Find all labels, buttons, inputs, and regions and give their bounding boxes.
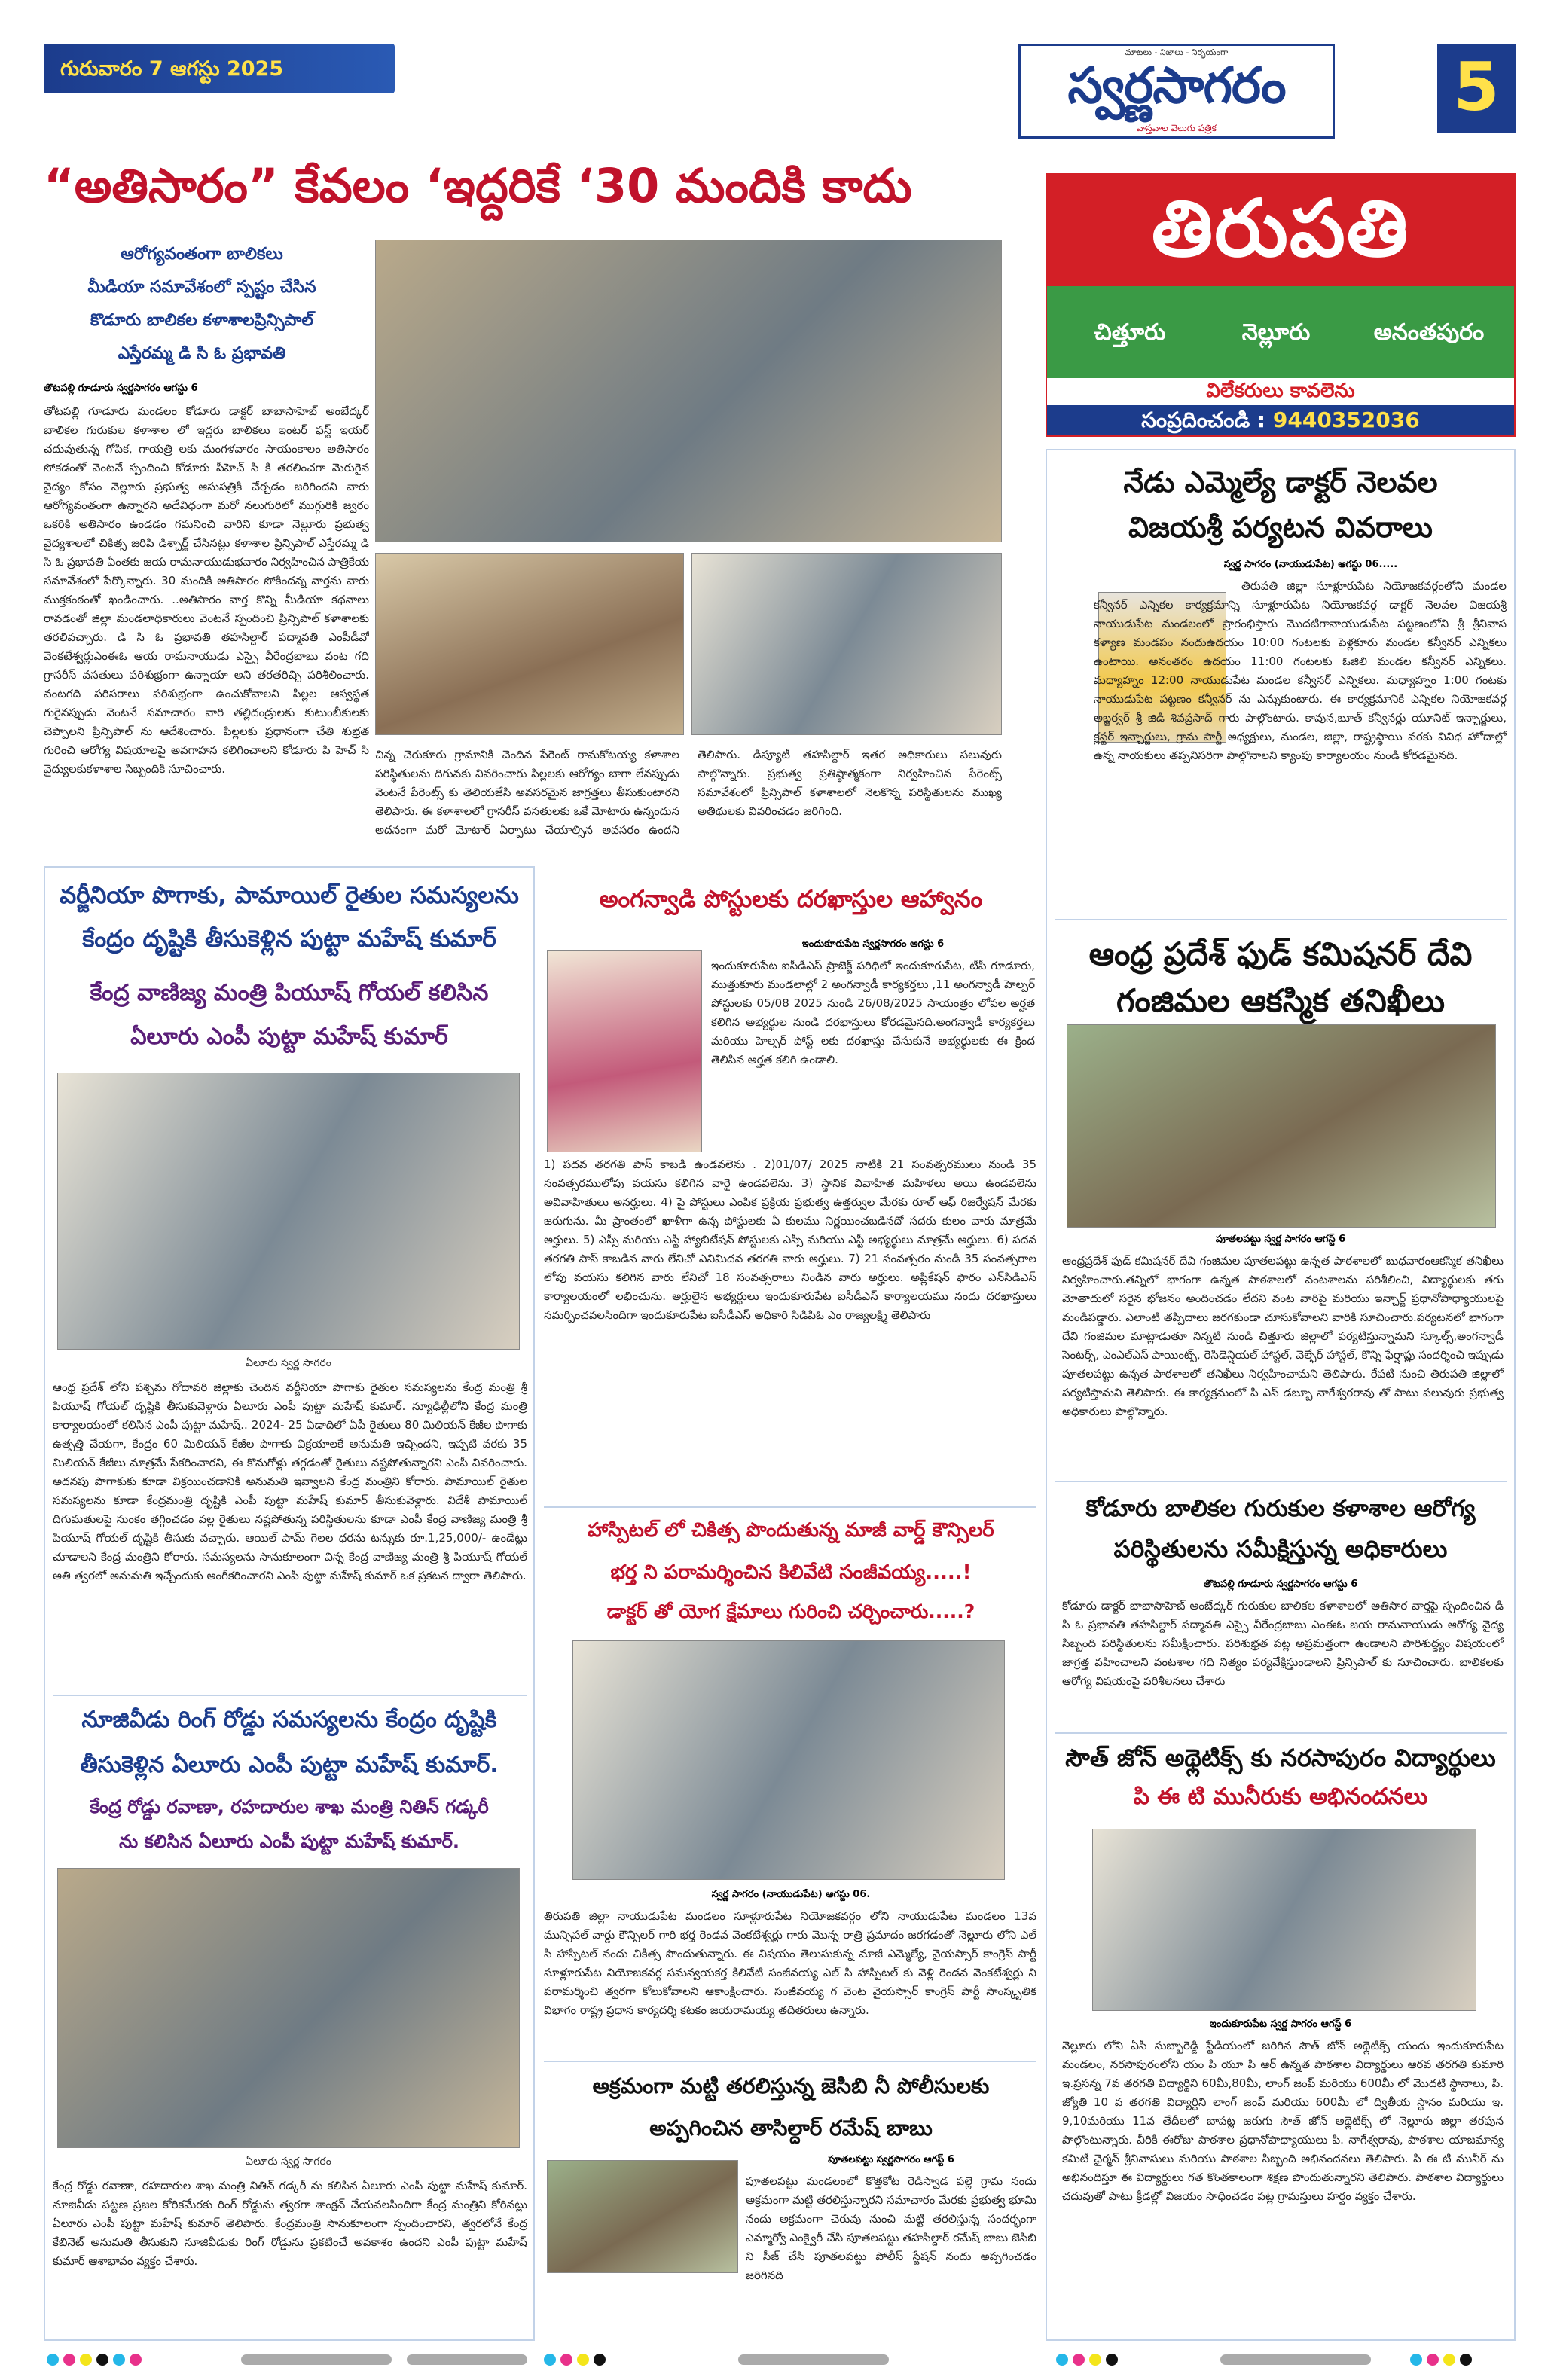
page-number-box — [1437, 44, 1516, 133]
lead-photo-group — [375, 240, 1002, 542]
hospital-headline-line: హాస్పిటల్ లో చికిత్స పొందుతున్న మాజీ వార్డ్ కౌన్సిలర్ — [588, 1519, 994, 1542]
athletics-body: నెల్లూరు లోని ఏసీ సుబ్బారెడ్డి స్టేడియంలో జరిగిన సౌత్ జోన్ అథ్లెటిక్స్ యందు ఇందుకూరుపేట మండలం, నరసాపురంలోని యం పి యూ పి ఆర్ ఉన్నత పాఠశాల విద్యార్థులు ఆరవ తరగతి కుమారి ఇ.ప్రసన్న 7వ తరగతి విద్యార్థిని 60మీ,80మీ, లాంగ్ జంప్ మరియు 600మీ లో మొదటి స్థానాలు, పి. జ్యోతి 10 వ తరగతి విద్యార్థిని లాంగ్ జంప్ మరియు 600మీ లో ద్వితీయ స్థానం మరియు ఇ. 9,10మరియు 11వ తేదీలలో బాపట్ల జరుగు సౌత్ జోన్ అథ్లెటిక్స్ లో నెల్లూరు జిల్లా తరఫున పాల్గొంటున్నారు. వీరికి ఈరోజు పాఠశాల ప్రధానోపాధ్యాయులు పి. నాగేశ్వరావు, పాఠశాల యాజమాన్య కమిటీ ఛైర్మన్ శ్రీనివాసులు మరియు పాఠశాల సిబ్బంది అభినందనలు తెలిపారు. పి ఈ టి మునీర్ ను అభినందిస్తూ ఈ విద్యార్థులు గత కొంతకాలంగా శిక్షణ పొందుతున్నారని తెలిపారు. పాఠశాల విద్యార్థులు చదువుతో పాటు క్రీడల్లో విజయం సాధించడం పట్ల గ్రామస్తులు హర్షం వ్యక్తం చేశారు. — [1062, 2039, 1504, 2203]
divider — [544, 2061, 1036, 2062]
masthead-subtitle: వాస్తవాల వెలుగు పత్రిక — [1137, 123, 1217, 133]
food-headline-line: గంజిమల ఆకస్మిక తనిఖీలు — [1116, 982, 1446, 1019]
virginia-caption: ఏలూరు స్వర్ణ సాగరం — [246, 1357, 331, 1369]
sand-dateline: పూతలపట్టు స్వర్ణసాగరం ఆగస్ట్ 6 — [828, 2154, 954, 2165]
athletics-subhead: పి ఈ టి మునీరుకు అభినందనలు — [1133, 1783, 1428, 1810]
nuzvid-headline-line: తీసుకెళ్లిన ఏలూరు ఎంపీ పుట్టా మహేష్ కుమార్. — [80, 1752, 499, 1778]
lead-deck — [44, 238, 360, 371]
mla-dateline: స్వర్ణ సాగరం (నాయుడుపేట) ఆగస్టు 06..... — [1223, 559, 1398, 570]
hospital-dateline: స్వర్ణ సాగరం (నాయుడుపేట) ఆగస్టు 06. — [711, 1889, 871, 1900]
mla-headline-line: నేడు ఎమ్మెల్యే డాక్టర్ నెలవల — [1123, 465, 1438, 499]
lead-deck-line: కొడూరు బాలికల కళాశాలప్రిన్సిపాల్ — [90, 311, 313, 330]
hospital-body: తిరుపతి జిల్లా నాయుడుపేట మండలం సూళ్లూరుపేట నియోజకవర్గం లోని నాయుడుపేట మండలం 13వ మున్సిపల్ వార్డు కౌన్సిలర్ గారి భర్త రెండవ వెంకటేశ్వర్లు గారు మొన్న రాత్రి ప్రమాదం జరగడంతో నెల్లూరు లోని ఎల్ సి హాస్పిటల్ నందు చికిత్స పొందుతున్నారు. ఈ విషయం తెలుసుకున్న మాజీ ఎమ్మెల్యే, వైయస్సార్ కాంగ్రెస్ పార్టీ సూళ్లూరుపేట నియోజకవర్గ సమన్వయకర్త కిలివేటి సంజీవయ్య ఎల్ సి హాస్పిటల్ కు వెళ్లి రెండవ వెంకటేశ్వర్లు ని పరామర్శించి త్వరగా కోలుకోవాలని ఆకాంక్షించారు. సంజీవయ్య గ వెంట వైయస్సార్ కాంగ్రెస్ పార్టీ సాంస్కృతిక విభాగం రాష్ట్ర ప్రధాన కార్యదర్శి కటకం జయరామయ్య తదితరులు ఉన్నారు. — [544, 1909, 1036, 2017]
nuzvid-headline — [48, 1698, 530, 1788]
ad-contact-label: సంప్రదించండి : — [1141, 407, 1273, 432]
food-dateline: పూతలపట్టు స్వర్ణ సాగరం ఆగస్ట్ 6 — [1215, 1234, 1346, 1245]
ad-district-1: చిత్తూరు — [1094, 319, 1166, 346]
ad-wanted: విలేకరులు కావలెను — [1206, 380, 1355, 402]
registration-bar — [0, 2348, 1557, 2371]
lead-photo-officials-right — [691, 553, 1002, 735]
virginia-headline-line: వర్జీనియా పొగాకు, పామాయిల్ రైతుల సమస్యలను — [60, 882, 519, 909]
sand-headline — [542, 2065, 1040, 2150]
nuzvid-subhead — [48, 1790, 530, 1859]
virginia-headline — [48, 874, 530, 961]
mla-headline — [1055, 459, 1507, 550]
virginia-subhead-line: కేంద్ర వాణిజ్య మంత్రి పియూష్ గోయల్ కలిసిన — [90, 980, 489, 1006]
divider — [1055, 919, 1507, 920]
hospital-photo — [572, 1640, 1005, 1880]
athletics-photo — [1092, 1829, 1476, 2011]
divider — [1055, 1481, 1507, 1482]
hospital-subhead: డాక్టర్ తో యోగ క్షేమాలు గురించి చర్చించారు.....? — [606, 1600, 975, 1622]
nuzvid-caption: ఏలూరు స్వర్ణ సాగరం — [246, 2156, 331, 2168]
hospital-headline — [542, 1509, 1040, 1594]
lead-deck-line: ఎస్తేరమ్మ డి సి ఓ ప్రభావతి — [118, 344, 286, 363]
ad-district-2: నెల్లూరు — [1241, 319, 1311, 346]
virginia-subhead — [48, 972, 530, 1059]
nuzvid-photo — [57, 1868, 520, 2148]
mla-headline-line: విజయశ్రీ పర్యటన వివరాలు — [1128, 511, 1433, 544]
sand-headline-line: అక్రమంగా మట్టి తరలిస్తున్న జెసిబి నీ పోలీసులకు — [592, 2073, 990, 2098]
lead-headline: “అతిసారం” కేవలం ‘ఇద్దరికే ‘30 మందికి కాదు — [44, 158, 912, 213]
ad-district-3: అనంతపురం — [1373, 319, 1485, 346]
masthead-title: స్వర్ణసాగరం — [1067, 56, 1286, 114]
kodur-headline — [1055, 1488, 1507, 1570]
virginia-subhead-line: ఏలూరు ఎంపీ పుట్టా మహేష్ కుమార్ — [130, 1024, 448, 1050]
sand-photo — [547, 2160, 738, 2273]
anganwadi-dateline: ఇందుకూరుపేట స్వర్ణసాగరం ఆగస్టు 6 — [801, 938, 945, 950]
sand-headline-line: అప్పగించిన తాసిల్దార్ రమేష్ బాబు — [649, 2116, 933, 2140]
lead-deck-line: ఆరోగ్యవంతంగా బాలికలు — [121, 245, 283, 264]
athletics-dateline: ఇందుకూరుపేట స్వర్ణ సాగరం ఆగస్ట్ 6 — [1209, 2018, 1352, 2030]
ad-contact-row — [1047, 405, 1514, 435]
virginia-headline-line: కేంద్రం దృష్టికి తీసుకెళ్లిన పుట్టా మహేష్ కుమార్ — [82, 926, 496, 953]
masthead-tagline: మాటలు - నిజాలు - నిర్భయంగా — [1125, 47, 1229, 57]
masthead — [1018, 44, 1335, 139]
ad-box — [1046, 173, 1516, 437]
kodur-headline-line: పరిస్థితులను సమీక్షిస్తున్న అధికారులు — [1113, 1536, 1448, 1563]
ad-phone: 9440352036 — [1272, 407, 1420, 432]
food-body: ఆంధ్రప్రదేశ్ ఫుడ్ కమిషనర్ దేవి గంజిమల పూతలపట్టు ఉన్నత పాఠశాలలో బుధవారంఆకస్మిక తనిఖీలు నిర్వహించారు.తన్నిలో భాగంగా ఉన్నత పాఠశాలలో వంటశాలను పరిశీలించి, విద్యార్థులకు తగు మోతాదులో సరైన భోజనం అందించడం లేదని వంట వారిపై మరియు ఇన్చార్జ్ ప్రధానోపాధ్యాయులపై మండిపడ్డారు. ఎలాంటి తప్పిదాలు జరగకుండా చూసుకోవాలని వారికి సూచించారు.పర్యటనలో భాగంగా దేవి గంజిమల మాట్లాడుతూ నిన్నటి నుండి చిత్తూరు జిల్లాలో పర్యటిస్తున్నామని స్కూల్స్,అంగన్వాడీ సెంటర్స్, ఎంఎల్ఎస్ పాయింట్స్, రెసిడెన్షియల్ హాస్టల్, వెల్ఫేర్ హాస్టల్, కొన్ని ఫేర్షాప్లు సందర్శించి ఇప్పుడు పూతలపట్టు ఉన్నత పాఠశాలలో తనిఖీలు నిర్వహించామని తెలిపారు. రేపటి నుంచి తిరుపతి జిల్లాలో పర్యటిస్తామని తెలిపారు. ఈ కార్యక్రమంలో పి ఎస్ డబ్బూ నాగేశ్వరరావు తో పాటు పలువురు ప్రభుత్వ అధికారులు పాల్గొన్నారు. — [1062, 1254, 1504, 1418]
nuzvid-subhead-line: కేంద్ర రోడ్డు రవాణా, రహదారుల శాఖ మంత్రి నితిన్ గడ్కరీ — [90, 1796, 489, 1817]
nuzvid-body: కేంద్ర రోడ్డు రవాణా, రహదారుల శాఖ మంత్రి నితిన్ గడ్కరీ ను కలిసిన ఏలూరు ఎంపీ పుట్టా మహేష్ కుమార్. నూజివీడు పట్టణ ప్రజల కోరికమేరకు రింగ్ రోడ్డును త్వరగా శాంక్షన్ చేయవలసిందిగా కేంద్ర మంత్రిని కోరినట్లు ఏలూరు ఎంపీ పుట్టా మహేష్ కుమార్ తెలిపారు. కేంద్రమంత్రి సానుకూలంగా స్పందించారని, త్వరలోనే కేంద్ర కేబినెట్ అనుమతి తీసుకుని నూజివీడుకు రింగ్ రోడ్డును ప్రకటించే అవకాశం ఉందని ఎంపీ పుట్టా మహేష్ కుమార్ ఆశాభావం వ్యక్తం చేశారు. — [53, 2179, 527, 2268]
ad-title: తిరుపతి — [1151, 182, 1410, 274]
lead-body-right: చిన్న చెరుకూరు గ్రామానికి చెందిన పేరెంట్ రామకోటయ్య కళాశాల పరిస్థితులను దిగువకు వివరించారు పిల్లలకు ఆరోగ్యం బాగా లేనప్పుడు వెంటనే పేరెంట్స్ కు తెలియజేసి అవసరమైన జాగ్రత్తలు తీసుకుంటారని తెలిపారు. ఈ కళాశాలలో గ్రాసరీస్ వసతులకు ఒకే మోటారు ఉన్నందున అదనంగా మరో మోటార్ ఏర్పాటు చేయాల్సిన అవసరం ఉందని తెలిపారు. డిప్యూటీ తహసిల్దార్ ఇతర అధికారులు పలువురు పాల్గొన్నారు. ప్రభుత్వ ప్రతిష్ఠాత్మకంగా నిర్వహించిన పేరెంట్స్ సమావేశంలో ప్రిన్సిపాల్ కళాశాలలో నెలకొన్న పరిస్థితులను ముఖ్య అతిథులకు వివరించడం జరిగింది. — [375, 748, 1002, 837]
hospital-headline-line: భర్త ని పరామర్శించిన కిలివేటి సంజీవయ్య.....! — [610, 1561, 972, 1584]
divider — [1055, 1732, 1507, 1734]
virginia-photo — [57, 1073, 520, 1350]
sand-body: పూతలపట్టు మండలంలో కొత్తకోట రెడిస్వాడ పల్లె గ్రామ నందు అక్రమంగా మట్టి తరలిస్తున్నారని సమాచారం మేరకు ప్రభుత్వ భూమి నందు అక్రమంగా చెరువు నుంచి మట్టి తరలిస్తున్న సందర్భంగా ఎమ్మార్వో ఎంక్వైరీ చేసి పూతలపట్టు తహసిల్దార్ రమేష్ బాబు జెసిబి ని సీజ్ చేసి పూతలపట్టు పోలీస్ స్టేషన్ నందు అప్పగించడం జరిగినది — [746, 2174, 1036, 2282]
anganwadi-headline: అంగన్వాడి పోస్టులకు దరఖాస్తుల ఆహ్వానం — [599, 886, 983, 913]
kodur-dateline: తొటపల్లి గూడూరు స్వర్ణసాగరం ఆగస్టు 6 — [1203, 1579, 1358, 1590]
color-registration-marks — [0, 2348, 1557, 2371]
anganwadi-photo — [547, 950, 702, 1152]
food-headline-line: ఆంధ్ర ప్రదేశ్ ఫుడ్ కమిషనర్ దేవి — [1088, 935, 1473, 972]
divider — [53, 1695, 527, 1696]
nuzvid-subhead-line: ను కలిసిన ఏలూరు ఎంపీ పుట్టా మహేష్ కుమార్. — [118, 1831, 460, 1852]
lead-photo-officials-left — [375, 553, 684, 735]
lead-body: తోటపల్లి గూడూరు మండలం కోడూరు డాక్టర్ బాబాసాహెబ్ అంబేద్కర్ బాలికల గురుకుల కళాశాల లో ఇద్దరు బాలికలు ఇంటర్ ఫస్ట్ ఇయర్ చదువుతున్న గోపిక, గాయత్రి లకు మంగళవారం సాయంకాలం అతిసారం సోకడంతో వెంటనే స్పందించి కోడూరు పీహెచ్ సి కి తరలించగా మెరుగైన వైద్యం కోసం నెల్లూరు ప్రభుత్వ ఆసుపత్రికి చేర్చడం జరిగిందని వారు ఆరోగ్యవంతంగా ఉన్నారని అదేవిధంగా మరో నలుగురిలో ముగ్గురికి జ్వరం ఒకరికి అతిసారం ఉండడం గమనించి వారిని కూడా నెల్లూరు ప్రభుత్వ వైద్యశాలలో చికిత్స జరిపి డిశ్చార్జ్ చేసినట్లు కళాశాల ప్రిన్సిపాల్ ఎస్తేరమ్మ డి సి ఓ ప్రభావతి ఏంతకు జయ రామనాయుడుభవారం నిర్వహించిన పాత్రికేయ సమావేశంలో పేర్కొన్నారు. 30 మందికి అతిసారం సోకిందన్న వార్తను వారు ముక్తకంఠంతో ఖండించారు. ..అతిసారం వార్త కొన్ని మీడియా కథనాలు రావడంతో జిల్లా మండలాధికారులు వెంటనే స్పందించి ప్రిన్సిపాల్ కళాశాలకు తరలివచ్చారు. డి సి ఓ ప్రభావతి తహసిల్దార్ పద్మావతి ఎంపీడీవో వెంకటేశ్వర్లుఎంఈఓ ఆయ రామనాయుడు ఎస్సై వీరేంద్రబాబు వంట గది గ్రాసరీస్ వసతులు పరిశుభ్రంగా ఉన్నాయా అని తరతరిచ్చి పరిశీలించారు. వంటగది పరిసరాలు పరిశుభ్రంగా ఉంచుకోవాలని పిల్లల ఆస్వస్థత గురైనప్పుడు వెంటనే సమాచారం వారి తల్లిదండ్రులకు కుటుంబీకులకు చెప్పాలని ప్రిన్సిపాల్ ను ఆదేశించారు. పిల్లలకు ప్రధానంగా చేతి శుభ్రత గురించి ఆరోగ్య విషయాలపై అవగాహన కలిగించాలని కోడూరు పి హెచ్ సి వైద్యులకుకళాశాల సిబ్బందికి సూచించారు. — [44, 404, 369, 776]
divider — [544, 1506, 1036, 1508]
food-headline — [1055, 931, 1507, 1024]
food-photo — [1067, 1024, 1496, 1228]
kodur-body: కోడూరు డాక్టర్ బాబాసాహెబ్ అంబేద్కర్ గురుకుల బాలికల కళాశాలలో అతిసార వార్తపై స్పందించిన డి సి ఓ ప్రభావతి తహసిల్దార్ పద్మావతి ఎస్సై వీరేంద్రబాబు ఎంఈఓ జయ రామనాయుడు ఆరోగ్య వైద్య సిబ్బంది పరిస్థితులను సమీక్షించారు. పరిశుభ్రత పట్ల అప్రమత్తంగా ఉండాలని పారిశుద్ధ్యం విషయంలో జాగ్రత్త వహించాలని వంటశాల గది నిత్యం పర్యవేక్షిస్తుండాలని ప్రిన్సిపాల్ కు సూచించారు. బాలికలకు ఆరోగ్య విషయంపై పరిశీలనలు చేశారు — [1062, 1599, 1504, 1688]
lead-deck-line: మీడియా సమావేశంలో స్పష్టం చేసిన — [87, 278, 316, 297]
date-text: గురువారం 7 ఆగస్టు 2025 — [60, 57, 284, 81]
page-number: 5 — [1453, 48, 1500, 126]
anganwadi-body: 1) పదవ తరగతి పాస్ కాబడి ఉండవలెను . 2)01/07/ 2025 నాటికి 21 సంవత్సరములు నుండి 35 సంవత్సరములోపు వయసు కలిగిన వారై ఉండవలెను. 3) స్థానిక వివాహిత మహిళలు అయి ఉండవలెను అవివాహితులు అనర్హులు. 4) పై పోస్టులు ఎంపిక ప్రక్రియ ప్రభుత్వ ఉత్తర్వుల మేరకు రూల్ ఆఫ్ రిజర్వేషన్ మేరకు జరుగును. మీ ప్రాంతంలో ఖాళీగా ఉన్న పోస్టులకు ఏ కులము నిర్ణయించబడినదో సదరు కులం వారు మాత్రమే అర్హులు. 5) ఎస్సీ మరియు ఎస్టీ హ్యాబిటేషన్ పోస్టులకు ఎస్సీ మరియు ఎస్టీ అభ్యర్థులు మాత్రమే అర్హులు. 6) పదవ తరగతి పాస్ కాబడిన వారు లేనిచో ఎనిమిదవ తరగతి వారు అర్హులు. 7) 21 సంవత్సరం నుండి 35 సంవత్సరాల లోపు వయసు కలిగిన వారు లేనిచో 18 సంవత్సరాలు నిండిన వారు అర్హులు. అప్లికేషన్ ఫారం ఎన్‌సిడిఎస్ కార్యాలయంలో లభించును. అర్హులైన అభ్యర్థులు ఇందుకూరుపేట ఐసీడీఎస్ కార్యాలయము నందు దరఖాస్తులు సమర్పించవలసిందిగా ఇందుకూరుపేట ఐసీడీఎస్ అధికారి సిడిపిఓ ఎం రాజ్యలక్ష్మి తెలిపారు — [544, 1158, 1036, 1322]
anganwadi-body-top: ఇందుకూరుపేట ఐసీడీఎస్ ప్రాజెక్ట్ పరిధిలో ఇందుకూరుపేట, టీపీ గూడూరు, ముత్తుకూరు మండలాల్లో 2 అంగన్వాడీ కార్యకర్తలు ,11 అంగన్వాడీ హెల్పర్ పోస్టులకు 05/08 2025 నుండి 26/08/2025 సాయంత్రం లోపల అర్హత కలిగిన అభ్యర్థుల నుండి దరఖాస్తులు కోరడమైనది.అంగన్వాడీ కార్యకర్తలు మరియు హెల్పర్ పోస్ట్ లకు దరఖాస్తు చేసుకునే అభ్యర్థులకు ఈ క్రింద తెలిపిన అర్హత కలిగి ఉండాలి. — [711, 959, 1035, 1066]
mla-body: తిరుపతి జిల్లా సూళ్లూరుపేట నియోజకవర్గంలోని మండల కన్వీనర్ ఎన్నికల కార్యక్రమాన్ని సూళ్లూరుపేట నియోజకవర్గ డాక్టర్ నెలవల విజయశ్రీ నాయుడుపేట మండలంలో ప్రారంభిస్తారు మొదటిగానాయుడుపేట పట్టణంలోని శ్రీ శ్రీనివాస కళ్యాణ మండపం నందుఉదయం 10:00 గంటలకు పెళ్లకూరు మండల కన్వీనర్ ఎన్నికలు ఉంటాయి. అనంతరం ఉదయం 11:00 గంటలకు ఓజిలి మండల కన్వీనర్ ఎన్నికలు. మధ్యాహ్నం 12:00 నాయుడుపేట మండల కన్వీనర్ ఎన్నికలు. మధ్యాహ్నం 1:00 గంటకు నాయుడుపేట పట్టణం కన్వీనర్ ను ఎన్నుకుంటారు. ఈ కార్యక్రమానికి ఎన్నికల నియోజకవర్గ అబ్జర్వర్ శ్రీ జిడి శివప్రసాద్ గారు పాల్గొంటారు. కావున,బూత్ కన్వీనర్లు యూనిట్ ఇన్చార్జులు, క్లస్టర్ ఇన్చార్జులు, గ్రామ పార్టీ అధ్యక్షులు, మండల, జిల్లా, రాష్ట్రస్థాయి వరకు వివిధ హోదాల్లో ఉన్న నాయకులు తప్పనిసరిగా పాల్గొనాలని క్యాంపు కార్యాలయం నుండి కోరడమైనది. — [1094, 579, 1507, 762]
nuzvid-headline-line: నూజివీడు రింగ్ రోడ్డు సమస్యలను కేంద్రం దృష్టికి — [81, 1707, 497, 1733]
virginia-body: ఆంధ్ర ప్రదేశ్ లోని పశ్చిమ గోదావరి జిల్లాకు చెందిన వర్జీనియా పొగాకు రైతుల సమస్యలను కేంద్ర మంత్రి శ్రీ పియూష్ గోయల్ దృష్టికి తీసుకువెళ్లారు ఏలూరు ఎంపీ పుట్టా మహేష్ కుమార్. న్యూఢిల్లీలోని కేంద్ర మంత్రి కార్యాలయంలో కలిసిన ఎంపీ పుట్టా మహేష్.. 2024- 25 ఏడాదిలో ఏపీ రైతులు 80 మిలియన్ కేజీల పొగాకు ఉత్పత్తి చేయగా, కేంద్రం 60 మిలియన్ కేజీల పొగాకు విక్రయాలకే అనుమతి ఇచ్చిందని, ఇప్పటి వరకు 35 మిలియన్ కేజీలు మాత్రమే సేకరించారని, ఈ కొనుగోళ్లు తగ్గడంతో రైతులు నష్టపోతున్నారని ఎంపీ వివరించారు. అదనపు పొగాకుకు కూడా విక్రయించడానికి అనుమతి ఇవ్వాలని కేంద్ర మంత్రిని కోరారు. పామాయిల్ రైతుల సమస్యలను కూడా కేంద్రమంత్రి దృష్టికి ఎంపీ పుట్టా మహేష్ కుమార్ తీసుకువెళ్లారు. విదేశీ పామాయిల్ దిగుమతులపై సుంకం తగ్గించడం వల్ల రైతులు నష్టపోతున్న పరిస్థితులను కూడా ఎంపీ కేంద్ర వాణిజ్య మంత్రి శ్రీ పియూష్ గోయల్ దృష్టికి తీసుకు వచ్చారు. ఆయిల్ పామ్ గెలల ధరను టన్నుకు రూ.1,25,000/- ఉండేట్లు చూడాలని కేంద్ర మంత్రిని కోరారు. సమస్యలను సానుకూలంగా విన్న కేంద్ర వాణిజ్య మంత్రి శ్రీ పియూష్ గోయల్ అతి త్వరలో అనుమతి ఇచ్చేందుకు అంగీకరించారని ఎంపీ పుట్టా మహేష్ కుమార్ ఒక ప్రకటన ద్వారా తెలిపారు. — [53, 1381, 527, 1582]
athletics-headline: సౌత్ జోన్ అథ్లెటిక్స్ కు నరసాపురం విద్యార్థులు — [1065, 1744, 1496, 1772]
lead-dateline: తొటపల్లి గూడూరు స్వర్ణసాగరం ఆగస్టు 6 — [44, 383, 198, 394]
kodur-headline-line: కోడూరు బాలికల గురుకుల కళాశాల ఆరోగ్య — [1085, 1495, 1476, 1522]
